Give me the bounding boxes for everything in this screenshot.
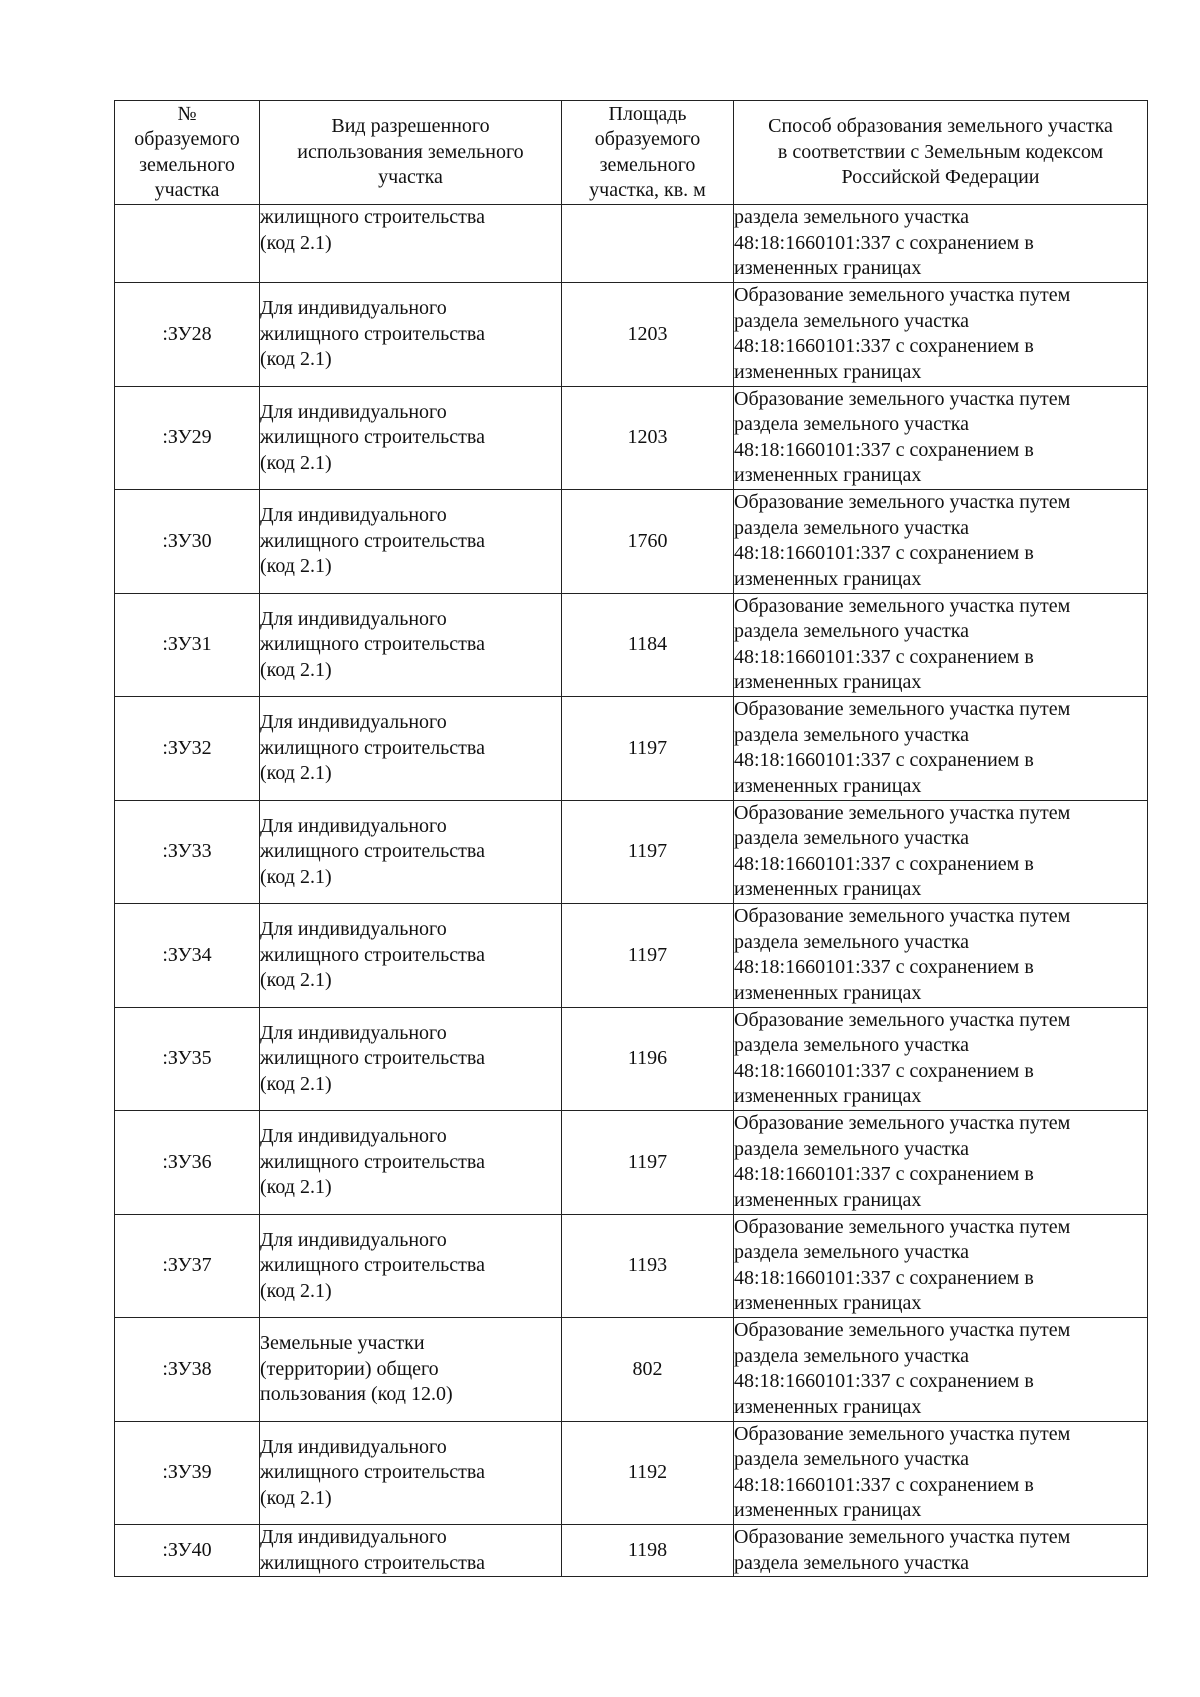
cell-parcel-number: :ЗУ34	[115, 904, 260, 1008]
cell-permitted-use: Для индивидуального жилищного строительства (код 2.1)	[260, 1214, 562, 1318]
cell-permitted-use: Для индивидуального жилищного строительства (код 2.1)	[260, 800, 562, 904]
cell-parcel-number: :ЗУ31	[115, 593, 260, 697]
table-row	[115, 1525, 1148, 1577]
cell-permitted-use: Для индивидуального жилищного строительства (код 2.1)	[260, 1007, 562, 1111]
cell-parcel-number: :ЗУ38	[115, 1318, 260, 1422]
table-row	[115, 1111, 1148, 1215]
table-row	[115, 697, 1148, 801]
cell-permitted-use: Для индивидуального жилищного строительства (код 2.1)	[260, 593, 562, 697]
table-row	[115, 386, 1148, 490]
table-row	[115, 490, 1148, 594]
table-row	[115, 593, 1148, 697]
table-row	[115, 1421, 1148, 1525]
table-header-row	[115, 101, 1148, 205]
cell-permitted-use: Для индивидуального жилищного строительства (код 2.1)	[260, 386, 562, 490]
cell-area: 1197	[562, 697, 734, 801]
table-row	[115, 800, 1148, 904]
cell-formation-method: Образование земельного участка путем раздела земельного участка 48:18:1660101:337 с сохранением в измененных границах	[734, 1007, 1148, 1111]
cell-permitted-use: жилищного строительства (код 2.1)	[260, 205, 562, 283]
cell-formation-method: Образование земельного участка путем раздела земельного участка 48:18:1660101:337 с сохранением в измененных границах	[734, 593, 1148, 697]
header-parcel-number: № образуемого земельного участка	[115, 101, 260, 205]
cell-area: 1197	[562, 800, 734, 904]
cell-permitted-use: Для индивидуального жилищного строительства (код 2.1)	[260, 904, 562, 1008]
cell-formation-method: Образование земельного участка путем раздела земельного участка 48:18:1660101:337 с сохранением в измененных границах	[734, 490, 1148, 594]
cell-formation-method: Образование земельного участка путем раздела земельного участка 48:18:1660101:337 с сохранением в измененных границах	[734, 386, 1148, 490]
cell-permitted-use: Для индивидуального жилищного строительства (код 2.1)	[260, 1421, 562, 1525]
cell-area: 1197	[562, 1111, 734, 1215]
cell-permitted-use: Для индивидуального жилищного строительства (код 2.1)	[260, 283, 562, 387]
cell-area: 1192	[562, 1421, 734, 1525]
cell-parcel-number	[115, 205, 260, 283]
cell-permitted-use: Для индивидуального жилищного строительства	[260, 1525, 562, 1577]
cell-parcel-number: :ЗУ35	[115, 1007, 260, 1111]
cell-parcel-number: :ЗУ32	[115, 697, 260, 801]
cell-formation-method: раздела земельного участка 48:18:1660101:337 с сохранением в измененных границах	[734, 205, 1148, 283]
header-permitted-use: Вид разрешенного использования земельного участка	[260, 101, 562, 205]
cell-formation-method: Образование земельного участка путем раздела земельного участка 48:18:1660101:337 с сохранением в измененных границах	[734, 697, 1148, 801]
cell-parcel-number: :ЗУ33	[115, 800, 260, 904]
cell-parcel-number: :ЗУ37	[115, 1214, 260, 1318]
header-formation-method: Способ образования земельного участка в соответствии с Земельным кодексом Российской Федерации	[734, 101, 1148, 205]
cell-permitted-use: Для индивидуального жилищного строительства (код 2.1)	[260, 697, 562, 801]
cell-parcel-number: :ЗУ39	[115, 1421, 260, 1525]
cell-permitted-use: Земельные участки (территории) общего пользования (код 12.0)	[260, 1318, 562, 1422]
table-row	[115, 1318, 1148, 1422]
cell-area: 1760	[562, 490, 734, 594]
cell-formation-method: Образование земельного участка путем раздела земельного участка 48:18:1660101:337 с сохранением в измененных границах	[734, 904, 1148, 1008]
cell-area	[562, 205, 734, 283]
table-row	[115, 1007, 1148, 1111]
table-row-continuation	[115, 205, 1148, 283]
cell-area: 1203	[562, 283, 734, 387]
cell-area: 1203	[562, 386, 734, 490]
cell-formation-method: Образование земельного участка путем раздела земельного участка 48:18:1660101:337 с сохранением в измененных границах	[734, 1214, 1148, 1318]
cell-area: 1193	[562, 1214, 734, 1318]
cell-area: 1197	[562, 904, 734, 1008]
cell-area: 1196	[562, 1007, 734, 1111]
table-row	[115, 1214, 1148, 1318]
cell-parcel-number: :ЗУ29	[115, 386, 260, 490]
cell-formation-method: Образование земельного участка путем раздела земельного участка 48:18:1660101:337 с сохранением в измененных границах	[734, 800, 1148, 904]
cell-formation-method: Образование земельного участка путем раздела земельного участка	[734, 1525, 1148, 1577]
cell-permitted-use: Для индивидуального жилищного строительства (код 2.1)	[260, 1111, 562, 1215]
cell-parcel-number: :ЗУ28	[115, 283, 260, 387]
cell-formation-method: Образование земельного участка путем раздела земельного участка 48:18:1660101:337 с сохранением в измененных границах	[734, 1421, 1148, 1525]
cell-area: 1198	[562, 1525, 734, 1577]
land-parcels-table	[114, 100, 1148, 1577]
cell-formation-method: Образование земельного участка путем раздела земельного участка 48:18:1660101:337 с сохранением в измененных границах	[734, 1318, 1148, 1422]
cell-formation-method: Образование земельного участка путем раздела земельного участка 48:18:1660101:337 с сохранением в измененных границах	[734, 1111, 1148, 1215]
table-row	[115, 904, 1148, 1008]
cell-parcel-number: :ЗУ36	[115, 1111, 260, 1215]
cell-parcel-number: :ЗУ40	[115, 1525, 260, 1577]
cell-formation-method: Образование земельного участка путем раздела земельного участка 48:18:1660101:337 с сохранением в измененных границах	[734, 283, 1148, 387]
cell-area: 1184	[562, 593, 734, 697]
cell-area: 802	[562, 1318, 734, 1422]
cell-permitted-use: Для индивидуального жилищного строительства (код 2.1)	[260, 490, 562, 594]
cell-parcel-number: :ЗУ30	[115, 490, 260, 594]
table-row	[115, 283, 1148, 387]
header-area: Площадь образуемого земельного участка, кв. м	[562, 101, 734, 205]
